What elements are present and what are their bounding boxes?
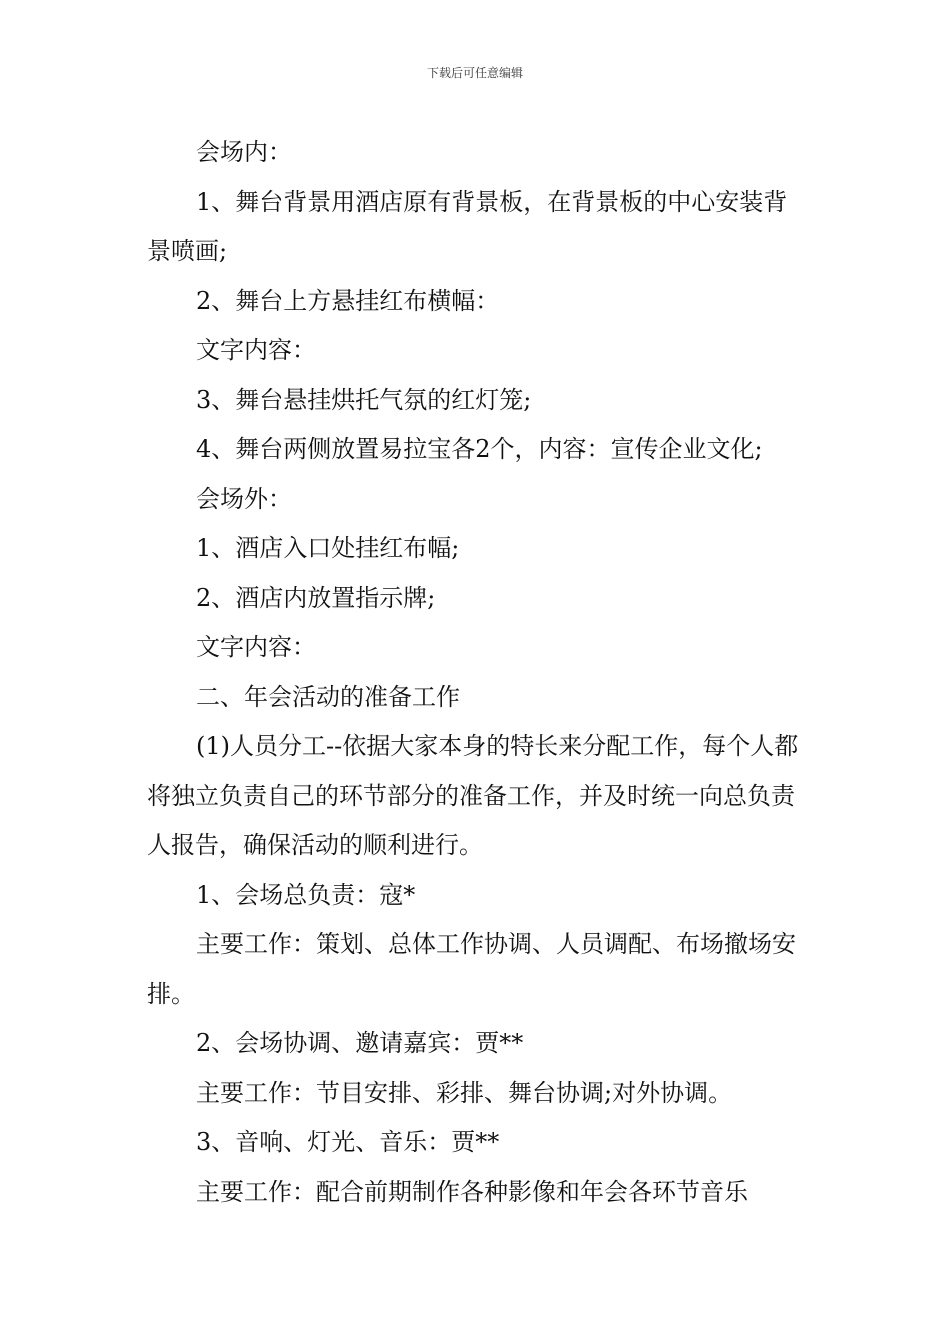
paragraph-coordination-duties: 主要工作：节目安排、彩排、舞台协调;对外协调。 <box>196 1078 733 1107</box>
paragraph-av-duties: 主要工作：配合前期制作各种影像和年会各环节音乐 <box>196 1177 748 1206</box>
paragraph-venue-lead: 1、会场总负责：寇* <box>196 880 416 909</box>
paragraph-stage-backdrop: 1、舞台背景用酒店原有背景板，在背景板的中心安装背景喷画; <box>147 187 788 265</box>
paragraph-lanterns: 3、舞台悬挂烘托气氛的红灯笼; <box>196 385 532 414</box>
paragraph-staff-assignment: (1)人员分工--依据大家本身的特长来分配工作，每个人都将独立负责自己的环节部分的准备工作，并及时统一向总负责人报告，确保活动的顺利进行。 <box>147 732 799 859</box>
paragraph-banner-text: 文字内容： <box>196 336 316 364</box>
document-body <box>147 128 807 1217</box>
paragraph-signage-text: 文字内容： <box>196 633 316 661</box>
paragraph-stage-banner: 2、舞台上方悬挂红布横幅： <box>196 286 500 315</box>
paragraph-venue-inside: 会场内： <box>196 138 292 166</box>
page-header: 下载后可任意编辑 <box>426 66 523 80</box>
paragraph-signage: 2、酒店内放置指示牌; <box>196 583 436 612</box>
paragraph-coordination-lead: 2、会场协调、邀请嘉宾：贾** <box>196 1029 524 1057</box>
paragraph-rollup-banners: 4、舞台两侧放置易拉宝各2个，内容：宣传企业文化; <box>196 435 763 463</box>
paragraph-venue-outside: 会场外： <box>196 484 292 513</box>
paragraph-venue-lead-duties: 主要工作：策划、总体工作协调、人员调配、布场撤场安排。 <box>147 930 796 1008</box>
section-heading-preparation: 二、年会活动的准备工作 <box>196 682 460 711</box>
paragraph-entrance-banner: 1、酒店入口处挂红布幅; <box>196 534 460 562</box>
paragraph-av-lead: 3、音响、灯光、音乐：贾** <box>196 1128 500 1156</box>
